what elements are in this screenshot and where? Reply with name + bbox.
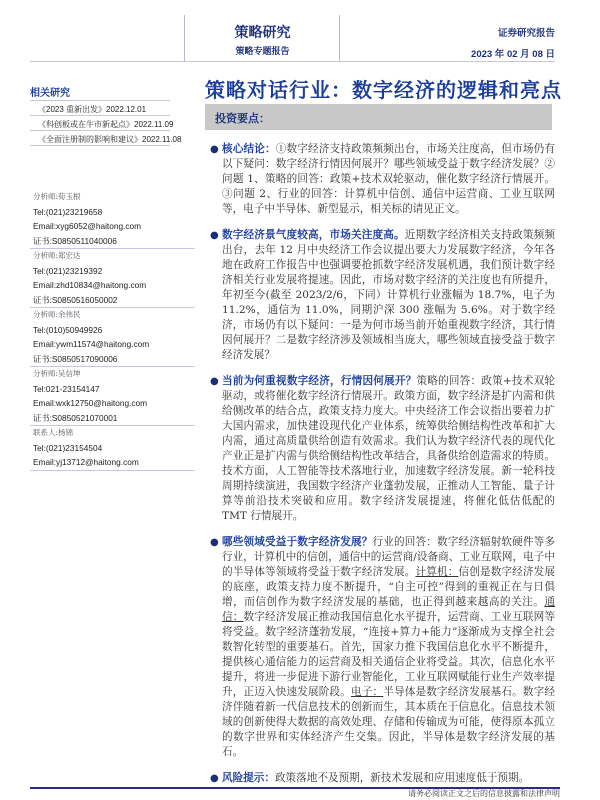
report-subtype: 策略专题报告 [235,47,290,57]
key-points-label: 投资要点： [215,112,270,125]
analyst-email[interactable]: Email:zhd10834@haitong.com [33,280,147,291]
point-heading: 哪些领域受益于数字经济发展？ [222,536,373,548]
header-center [190,0,335,60]
related-item[interactable]: 《2023 重新出发》2022.12.01 [30,100,170,115]
related-item[interactable]: 《科创板或在牛市新起点》2022.11.09 [30,115,170,130]
analyst-email[interactable]: Email:xyg6052@haitong.com [33,221,142,232]
key-point [210,771,555,786]
analyst-name: 分析师:郑宏达 [33,251,81,260]
bullet-icon: ● [210,230,219,241]
point-body: ①数字经济支持政策频频出台，市场关注度高，但市场仍有以下疑问：数字经济行情因何展开？哪些领域受益于数字经济发展？②问题 1、策略的回答：政策+技术双轮驱动，催化数字经济行情展开。③问题 2、行业的回答：计算机中信创、通信中运营商、工业互联网等，电子中半导体、新型显示，相关标的请见正文。 [222,143,555,215]
sector-label-computer: 计算机： [415,566,459,578]
header-rule [30,61,555,62]
key-point [210,374,555,524]
point-body: 近期数字经济相关支持政策频频出台，去年 12 月中央经济工作会议提出要大力发展数字经济，今年各地在政府工作报告中也强调要抢抓数字经济发展机遇，我们预计数字经济相关行业发展将提速。因此，市场对数字经济的关注度也有所提升，年初至今(截至 2023/2/6，下同）计算机行业涨幅为 18.7%，电子为 11.2%，通信为 11.0%，同期沪深 300 涨幅为 5.6%。对于数字经济，市场仍有以下疑问：一是为何市场当前开始重视数字经济，其行情因何展开？二是数字经济涉及领域相当庞大，哪些领域直接受益于数字经济发展？ [222,229,556,361]
bullet-icon: ● [210,773,219,784]
key-points-banner [205,104,552,130]
analyst-email[interactable]: Email:wxk12750@haitong.com [33,398,148,409]
analyst-tel: Tel:(021)23219658 [33,206,103,217]
analyst-cert: 证书:S0850517090006 [33,353,118,364]
bullet-icon: ● [210,144,219,155]
analyst-card [30,190,195,249]
related-research-heading: 相关研究 [30,88,70,99]
report-date: 2023 年 02 月 08 日 [471,49,555,60]
point-heading: 核心结论： [222,143,276,155]
header-divider [184,15,185,61]
key-point [210,142,555,217]
analyst-card [30,308,195,367]
point-body: 政策落地不及预期，新技术发展和应用速度低于预期。 [274,772,530,784]
point-heading: 风险提示： [222,772,275,784]
analyst-tel: Tel:(010)50949926 [33,324,103,335]
key-points-body [210,142,556,797]
contact-email[interactable]: Email:yj13712@haitong.com [33,457,139,468]
contact-tel: Tel:(021)23154504 [33,442,103,453]
point-heading: 数字经济景气度较高，市场关注度高。 [222,229,405,241]
key-point [210,535,556,760]
analyst-tel: Tel:021-23154147 [33,383,100,394]
key-point [210,228,556,363]
bullet-icon: ● [210,537,219,548]
header-divider [339,15,340,61]
contact-card [30,426,195,471]
point-body: 信创是数字经济发展的底座，政策支持力度不断提升，“自主可控”得到的重视正在与日俱增，而信创作为数字经济发展的基础，也正得到越来越高的关注。 [222,566,556,608]
point-body: 半导体是数字经济发展基石。数字经济伴随着新一代信息技术的创新而生，其本质在于信息化。信息技术领域的创新使得大数据的高效处理、存储和传输成为可能，使得原本孤立的数字世界和实体经济产生交集。因此，半导体是数字经济发展的基石。 [222,686,556,758]
brand-title: 策略研究 [234,25,291,41]
analyst-cert: 证书:S0850516050002 [33,294,118,305]
analyst-card [30,249,195,308]
related-item[interactable]: 《全面注册制的影响和建议》2022.11.08 [30,130,170,146]
analyst-email[interactable]: Email:ywm11574@haitong.com [33,339,150,350]
page-title: 策略对话行业：数字经济的逻辑和亮点 [205,78,562,102]
point-body: 行业的回答：数字经济辐射软硬件等多行业，计算机中的信创，通信中的运营商/设备商、工业互联网，电子中的半导体等领域将受益于数字经济发展。 [222,536,556,578]
disclaimer: 请务必阅读正文之后的信息披露和法律声明 [408,789,560,798]
analyst-tel: Tel:(021)23219392 [33,265,103,276]
point-heading: 当前为何重视数字经济，行情因何展开？ [222,375,417,387]
analyst-name: 分析师:余伟民 [33,310,81,319]
point-body: 数字经济发展正推动我国信息化水平提升，运营商、工业互联网等将受益。数字经济蓬勃发展，“连接+算力+能力”逐渐成为支撑全社会数智化转型的重要基石。首先，国家力推下我国信息化水平不断提升，提供核心通信能力的运营商及相关通信企业将受益。其次，信息化水平提升，将进一步促进下游行业智能化，工业互联网赋能行业生产效率提升，正迈入快速发展阶段。 [222,611,556,698]
analyst-card [30,367,195,426]
analyst-name: 分析师:吴信坤 [33,369,81,378]
contact-name: 联系人:杨锦 [33,428,74,437]
report-type: 证券研究报告 [497,28,555,39]
analyst-cert: 证书:S0850511040006 [33,235,117,246]
bullet-icon: ● [210,376,219,387]
point-body: 策略的回答：政策+技术双轮驱动，或将催化数字经济行情展开。政策方面，数字经济是扩内需和供给侧改革的结合点，政策支持力度大。中央经济工作会议指出要着力扩大国内需求，加快建设现代化产业体系，统筹供给侧结构性改革和扩大内需，通过高质量供给创造有效需求。我们认为数字经济代表的现代化产业正是扩内需与供给侧结构性改革结合，具备供给创造需求的特质。技术方面，人工智能等技术落地行业，加速数字经济发展。新一轮科技周期持续演进，我国数字经济产业蓬勃发展，正推动人工智能、量子计算等前沿技术突破和应用。数字经济发展提速，将催化低估低配的 TMT 行情展开。 [222,375,555,522]
analyst-name: 分析师:荀玉根 [33,192,81,201]
sector-label-telecom: 通信： [222,596,555,623]
sector-label-electronics: 电子： [350,686,384,698]
analyst-cert: 证书:S0850521070001 [33,412,118,423]
